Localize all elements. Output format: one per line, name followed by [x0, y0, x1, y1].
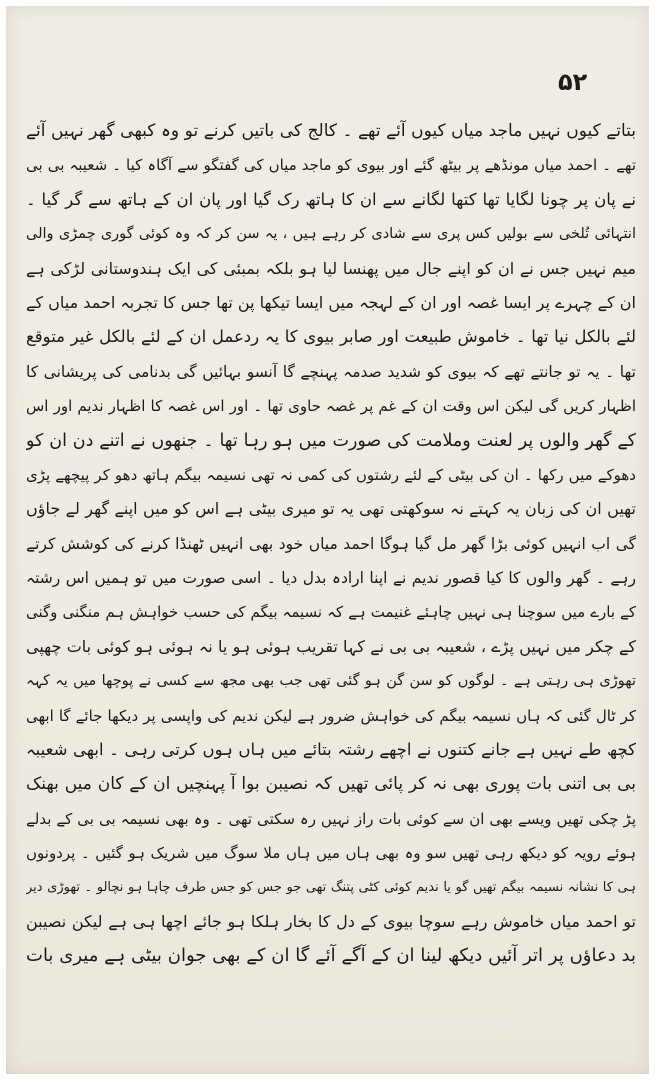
text-line: کے چکر میں نہیں پڑے ، شعیبہ بی بی نے کہا تقریب ہوئی ہو یا نہ ہوئی ہو کوئی بات چھپی	[26, 636, 636, 656]
text-line: بتاتے کیوں نہیں ماجد میاں کیوں آئے تھے ۔ کالج کی باتیں کرنے تو وہ کبھی گھر نہیں آئے	[26, 121, 636, 141]
text-line: نے پان پر چونا لگایا تھا کتھا لگانے سے ان کا ہاتھ رک گیا اور پان ان کے ہاتھ سے گر گیا ۔	[26, 189, 636, 209]
text-line: ان کے چہرے پر ایسا غصہ اور ان کے لہجہ میں ایسا تیکھا پن تھا جس کا تجربہ احمد میاں کے	[26, 292, 636, 312]
text-line: تھا ۔ یہ تو جانتے تھے کہ بیوی کو شدید صدمہ پہنچے گا آنسو بہائیں گی بدنامی کی پریشانی کا	[26, 362, 636, 381]
text-line: اظہار کریں گی لیکن اس وقت ان کے غم پر غصہ حاوی تھا ۔ اور اس غصہ کا اظہار ندیم اور اس	[26, 397, 636, 416]
text-line: تھیں ان کی زبان یہ کہتے نہ سوکھتی تھی یہ تو میری بیٹی ہے اس کو میں اپنے گھر لے جاؤں	[26, 499, 636, 519]
text-line: تھے ۔ احمد میاں مونڈھے پر بیٹھ گئے اور بیوی کو ماجد میاں کی گفتگو سے آگاہ کیا ۔ شعیبہ بی بی	[26, 156, 636, 175]
text-line: پڑ چکی تھیں ویسے بھی ان سے کوئی بات راز نہیں رہ سکتی تھی ۔ وہ بھی نسیمہ بی بی کے بدلے	[26, 809, 636, 828]
body-text	[26, 114, 636, 974]
text-line: کر ٹال گئی کہ ہاں نسیمہ بیگم کی خواہش ضرور ہے لیکن ندیم کی واپسی پر دیکھا جائے گا ابھی	[26, 706, 636, 725]
text-line: انتہائی تُلخی سے بولیں کس پری سے شادی کر رہے ہیں ، یہ سن کر کہ وہ کوئی گوری چمڑی والی	[26, 226, 636, 243]
book-page	[6, 6, 649, 1074]
text-line: ہی کا نشانہ نسیمہ بیگم تھیں گو یا ندیم کوئی کٹی پتنگ تھی جو جس کو جس طرف چاہا ہو نچالو ۔ تھوڑی دیر	[26, 879, 636, 895]
text-line: گی اب انہیں کوئی بڑا گھر مل گیا ہوگا احمد میاں خود بھی انہیں ٹھنڈا کرنے کی کوشش کرتے	[26, 534, 636, 553]
text-line: کے بارے میں سوچنا ہی نہیں چاہئے غنیمت ہے کہ نسیمہ بیگم کی حسب خواہش ہم منگنی وگنی	[26, 603, 636, 622]
text-line: دھوکے میں رکھا ۔ ان کی بیٹی کے لئے رشتوں کی کمی نہ تھی نسیمہ بیگم ہاتھ دھو کر پیچھے پڑی	[26, 465, 636, 484]
text-line: بد دعاؤں پر اتر آئیں دیکھ لینا ان کے آگے آئے گا ان کے بھی جوان بیٹی ہے میری بات	[26, 945, 636, 967]
text-line: تھوڑی ہی رہتی ہے ۔ لوگوں کو سن گن ہو گئی تھی جب بھی مجھ سے کسی نے پوچھا میں یہ کہہ	[26, 673, 636, 690]
text-line: رہے ۔ گھر والوں کا کیا قصور ندیم نے اپنا ارادہ بدل دیا ۔ اسی صورت میں تو ہمیں اس رشتہ	[26, 569, 636, 588]
text-line: ہوئے رویہ کو دیکھ رہی تھیں سو وہ بھی ہاں میں ہاں ملا سوگ میں شریک ہو گئیں ۔ پردونوں	[26, 844, 636, 863]
text-line: بی بی اتنی بات پوری بھی نہ کر پائی تھیں کہ نصیبن بوا آ پہنچیں ان کے کان میں بھنک	[26, 774, 636, 795]
text-line: کچھ طے نہیں ہے جانے کتنوں نے اچھے رشتہ بتائے میں ہاں ہوں کرتی رہی ۔ ابھی شعیبہ	[26, 740, 636, 760]
text-line: میم نہیں جس نے ان کو اپنے جال میں پھنسا لیا ہو بلکہ بمبئی کی ایک ہندوستانی لڑکی ہے	[26, 258, 636, 278]
text-line: کے گھر والوں پر لعنت وملامت کی صورت میں ہو رہا تھا ۔ جنھوں نے اتنے دن ان کو	[26, 430, 636, 451]
text-line: لئے بالکل نیا تھا ۔ خاموش طبیعت اور صابر بیوی کا یہ ردعمل ان کے لئے بالکل غیر متوقع	[26, 327, 636, 347]
text-line: تو احمد میاں خاموش رہے سوچا بیوی کے دل کا بخار ہلکا ہو جائے اچھا ہی ہے لیکن نصیبن	[26, 911, 636, 931]
page-number: ۵۲	[558, 68, 588, 96]
